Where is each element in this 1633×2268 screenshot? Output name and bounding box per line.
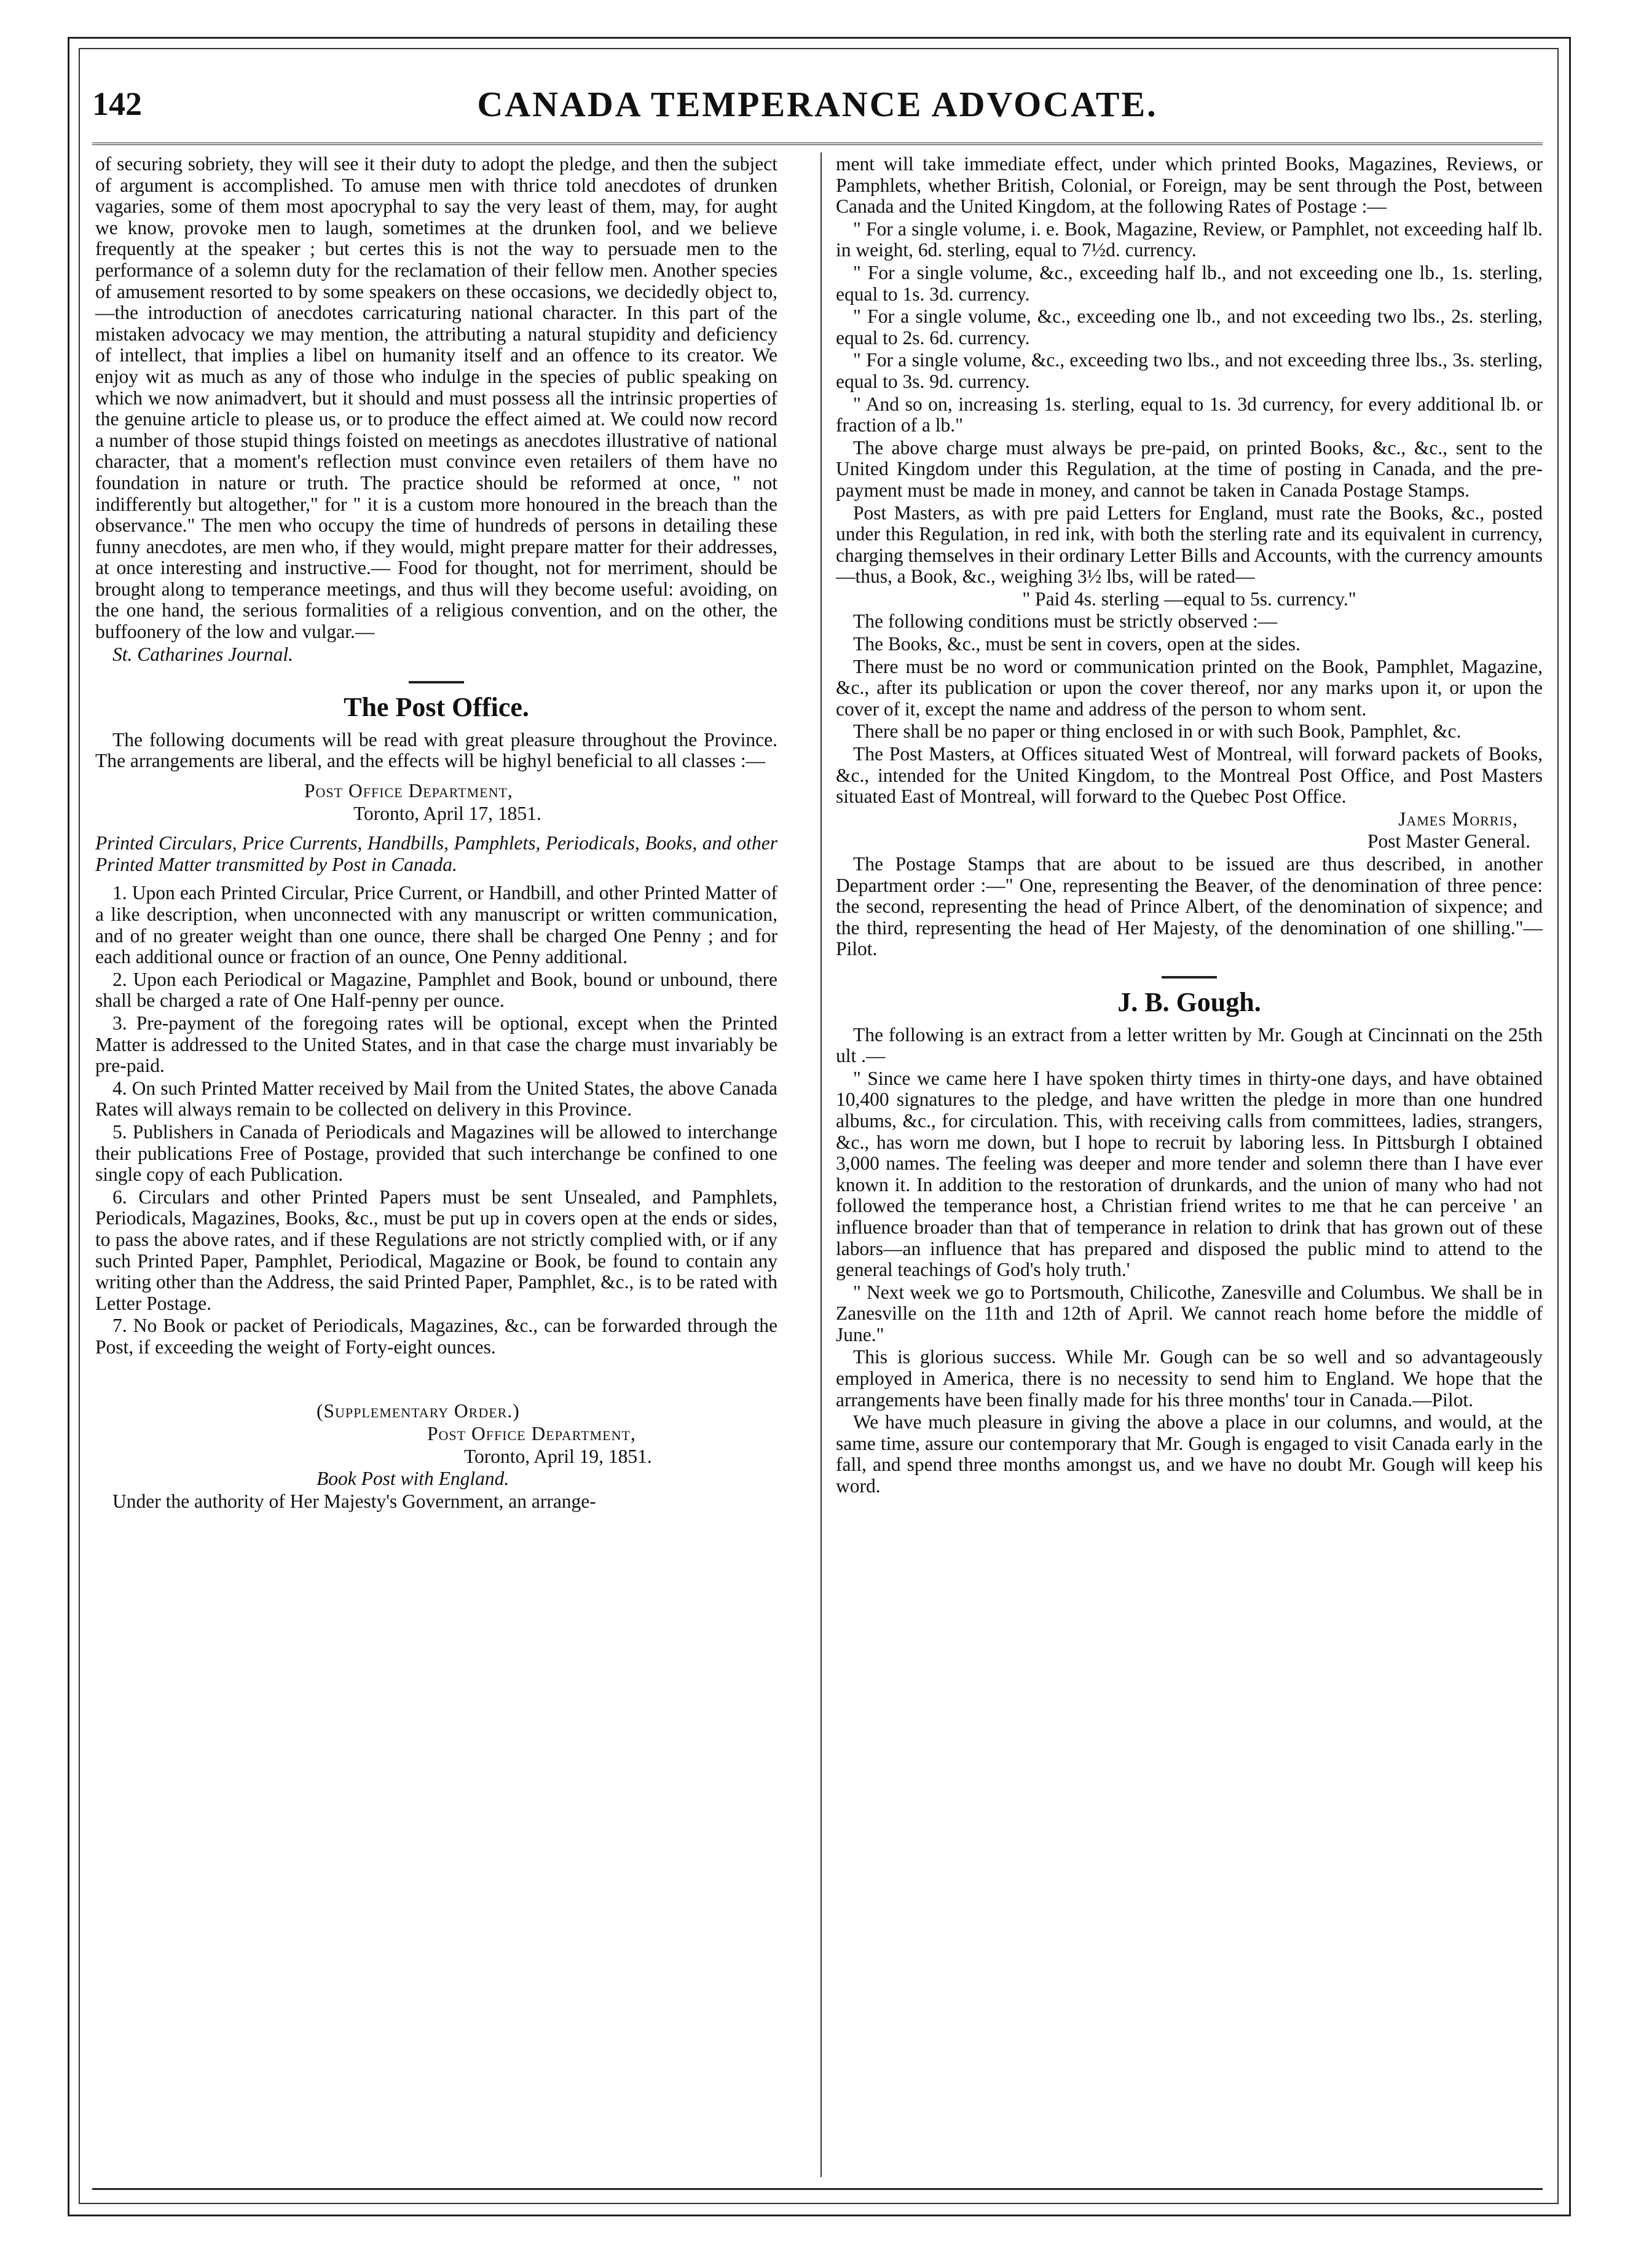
header-rule (92, 143, 1543, 145)
publication-title: CANADA TEMPERANCE ADVOCATE. (477, 84, 1158, 124)
rate-item: " For a single volume, i. e. Book, Magazine, Review, or Pamphlet, not exceeding half lb. in weight, 6d. sterling, equal to 7½d. currency. (836, 218, 1543, 261)
rule-item: 6. Circulars and other Printed Papers must be sent Unsealed, and Pamphlets, Periodicals, Magazines, Books, &c., must be put up in covers open at the ends or sides, to pass the above rates, and if these Regulations are not strictly complied with, or if any such Printed Paper, Pamphlet, Periodical, Magazine or Book, be found to contain any writing other than the Address, the said Printed Paper, Pamphlet, &c., is to be rated with Letter Postage. (95, 1186, 777, 1314)
intro-paragraph: of securing sobriety, they will see it their duty to adopt the pledge, and then the subject of argument is accomplished. To amuse men with thrice told anecdotes of drunken vagaries, some of them most apocryphal to say the very least of them, may, for aught we know, provoke men to laugh, sometimes at the drunken fool, and we believe frequently at the speaker ; but certes this is not the way to persuade men to the performance of a solemn duty for the reclamation of their fellow men. Another species of amusement resorted to by some speakers on these occasions, we decidedly object to,—the introduction of anecdotes carricaturing national character. In this part of the mistaken advocacy we may mention, the attributing a natural stupidity and deficiency of intellect, that implies a libel on humanity itself and an offence to its creator. We enjoy wit as much as any of those who indulge in the species of public speaking on which we now animadvert, but it should and must possess all the intrinsic properties of the genuine article to please us, or to produce the effect aimed at. We could now record a number of those stupid things foisted on meetings as anecdotes illustrative of national character, that a moment's reflection must convince even retailers of them have no foundation in nature or truth. The practice should be reformed at once, " not indifferently but altogether," for " it is a custom more honoured in the breach than the observance." The men who occupy the time of hundreds of persons in detailing these funny anecdotes, are men who, if they would, might prepare matter for their addresses, at once interesting and instructive.— Food for thought, not for merriment, should be brought along to temperance meetings, and thus will they become useful: avoiding, on the one hand, the serious formalities of a religious convention, and on the other, the buffoonery of the low and vulgar.— (95, 153, 777, 643)
gough-comment: This is glorious success. While Mr. Gough can be so well and so advantageously employed in America, there is no necessity to send him to England. We hope that the arrangements have been finally made for his three months' tour in Canada.—Pilot. (836, 1346, 1543, 1411)
right-column (836, 154, 1543, 2176)
supplementary-text: Under the authority of Her Majesty's Government, an arrange- (112, 1490, 596, 1512)
prepaid-paragraph: The above charge must always be pre-paid, on printed Books, &c., &c., sent to the United Kingdom under this Regulation, at the time of posting in Canada, and the pre-payment must be made in money, and cannot be taken in Canada Postage Stamps. (836, 436, 1543, 501)
column-divider (820, 152, 822, 2177)
supplementary-order: (Supplementary Order.) (317, 1400, 520, 1422)
condition-item: The Post Masters, at Offices situated West of Montreal, will forward packets of Books, &c., intended for the United Kingdom, to the Montreal Post Office, and Post Masters situated East of Montreal, will forward to the Quebec Post Office. (836, 743, 1543, 808)
rule-item: 7. No Book or packet of Periodicals, Magazines, &c., can be forwarded through the Post, if exceeding the weight of Forty-eight ounces. (95, 1315, 777, 1358)
rule-item: 3. Pre-payment of the foregoing rates will be optional, except when the Printed Matter is addressed to the United States, and in that case the charge must invariably be pre-paid. (95, 1012, 777, 1077)
section-rule (1162, 976, 1217, 978)
left-column (95, 154, 777, 2176)
post-office-subheading: Printed Circulars, Price Currents, Handbills, Pamphlets, Periodicals, Books, and other Printed Matter transmitted by Post in Canada. (95, 832, 777, 875)
paid-quote: " Paid 4s. sterling —equal to 5s. currency." (1022, 588, 1356, 610)
stamps-paragraph: The Postage Stamps that are about to be issued are thus described, in another Department order :—" One, representing the Beaver, of the denomination of three pence: the second, representing the head of Prince Albert, of the denomination of sixpence; and the third, representing the head of Her Majesty, of the denomination of one shilling."—Pilot. (836, 853, 1543, 960)
bottom-rule (92, 2188, 1543, 2190)
condition-item: There must be no word or communication printed on the Book, Pamphlet, Magazine, &c., after its publication or upon the cover thereof, nor any marks upon it, or upon the cover of it, except the name and address of the person to whom sent. (836, 655, 1543, 720)
rule-item: 1. Upon each Printed Circular, Price Current, or Handbill, and other Printed Matter of a like description, when unconnected with any manuscript or written communication, and of no greater weight than one ounce, there shall be charged One Penny ; and for each additional ounce or fraction of an ounce, One Penny additional. (95, 882, 777, 968)
supplementary-department: Post Office Department, (427, 1423, 636, 1445)
page-header (92, 73, 1543, 140)
gough-comment: We have much pleasure in giving the above a place in our columns, and would, at the same time, assure our contemporary that Mr. Gough is engaged to visit Canada early in the fall, and spend three months amongst us, and we have no doubt Mr. Gough will keep his word. (836, 1411, 1543, 1497)
rate-item: " For a single volume, &c., exceeding half lb., and not exceeding one lb., 1s. sterling, equal to 1s. 3d. currency. (836, 261, 1543, 305)
rule-item: 2. Upon each Periodical or Magazine, Pamphlet and Book, bound or unbound, there shall be charged a rate of One Half-penny per ounce. (95, 968, 777, 1012)
page-number: 142 (92, 85, 142, 122)
supplementary-date: Toronto, April 19, 1851. (464, 1445, 652, 1467)
section-rule (409, 681, 464, 683)
post-office-intro: The following documents will be read with great pleasure throughout the Province. The arrangements are liberal, and the effects will be highyl beneficial to all classes :— (95, 728, 777, 772)
rate-item: " And so on, increasing 1s. sterling, equal to 1s. 3d currency, for every additional lb. or fraction of a lb." (836, 393, 1543, 436)
intro-source: St. Catharines Journal. (112, 643, 294, 665)
post-office-heading: The Post Office. (344, 692, 529, 723)
post-office-date: Toronto, April 17, 1851. (353, 802, 541, 824)
gough-letter: " Since we came here I have spoken thirty times in thirty-one days, and have obtained 10,400 signatures to the pledge, and have written the pledge in more than one hundred albums, &c., for circulation. This, with receiving calls from committees, ladies, strangers, &c., has worn me down, but I hope to recruit by laboring less. In Pittsburgh I obtained 3,000 names. The feeling was deeper and more tender and solemn there than I have ever known it. In addition to the restoration of drunkards, and the union of many who had not followed the temperance host, a Christian friend writes to me that he can perceive ' an influence broader than that of temperance in relation to drink that has grown out of these labors—an influence that has prepared and disposed the public mind to attend to the general teachings of God's holy truth.' (836, 1067, 1543, 1281)
rule-item: 5. Publishers in Canada of Periodicals and Magazines will be allowed to interchange their publications Free of Postage, provided that such interchange be confined to one single copy of each Publication. (95, 1120, 777, 1186)
post-office-department: Post Office Department, (304, 780, 513, 802)
continued-paragraph: ment will take immediate effect, under which printed Books, Magazines, Reviews, or Pamphlets, whether British, Colonial, or Foreign, may be sent through the Post, between Canada and the United Kingdom, at the following Rates of Postage :— (836, 153, 1543, 218)
gough-heading: J. B. Gough. (1117, 986, 1261, 1017)
rule-item: 4. On such Printed Matter received by Mail from the United States, the above Canada Rates will always remain to be collected on delivery in this Province. (95, 1077, 777, 1120)
gough-letter: " Next week we go to Portsmouth, Chilicothe, Zanesville and Columbus. We shall be in Zanesville on the 11th and 12th of April. We cannot reach home before the middle of June." (836, 1281, 1543, 1345)
conditions-intro: The following conditions must be strictly observed :— (853, 610, 1278, 632)
signature-title: Post Master General. (1367, 830, 1530, 852)
gough-intro: The following is an extract from a letter written by Mr. Gough at Cincinnati on the 25th ult .— (836, 1023, 1543, 1067)
condition-item: There shall be no paper or thing enclosed in or with such Book, Pamphlet, &c. (853, 720, 1462, 742)
supplementary-subheading: Book Post with England. (317, 1468, 510, 1490)
signature-name: James Morris, (1398, 808, 1518, 830)
rate-item: " For a single volume, &c., exceeding two lbs., and not exceeding three lbs., 3s. sterling, equal to 3s. 9d. currency. (836, 349, 1543, 392)
postmasters-paragraph: Post Masters, as with pre paid Letters for England, must rate the Books, &c., posted under this Regulation, in red ink, with both the sterling rate and its equivalent in currency, charging themselves in their ordinary Letter Bills and Accounts, with the currency amounts—thus, a Book, &c., weighing 3½ lbs, will be rated— (836, 502, 1543, 588)
condition-item: The Books, &c., must be sent in covers, open at the sides. (853, 633, 1300, 655)
rate-item: " For a single volume, &c., exceeding one lb., and not exceeding two lbs., 2s. sterling, equal to 2s. 6d. currency. (836, 305, 1543, 348)
